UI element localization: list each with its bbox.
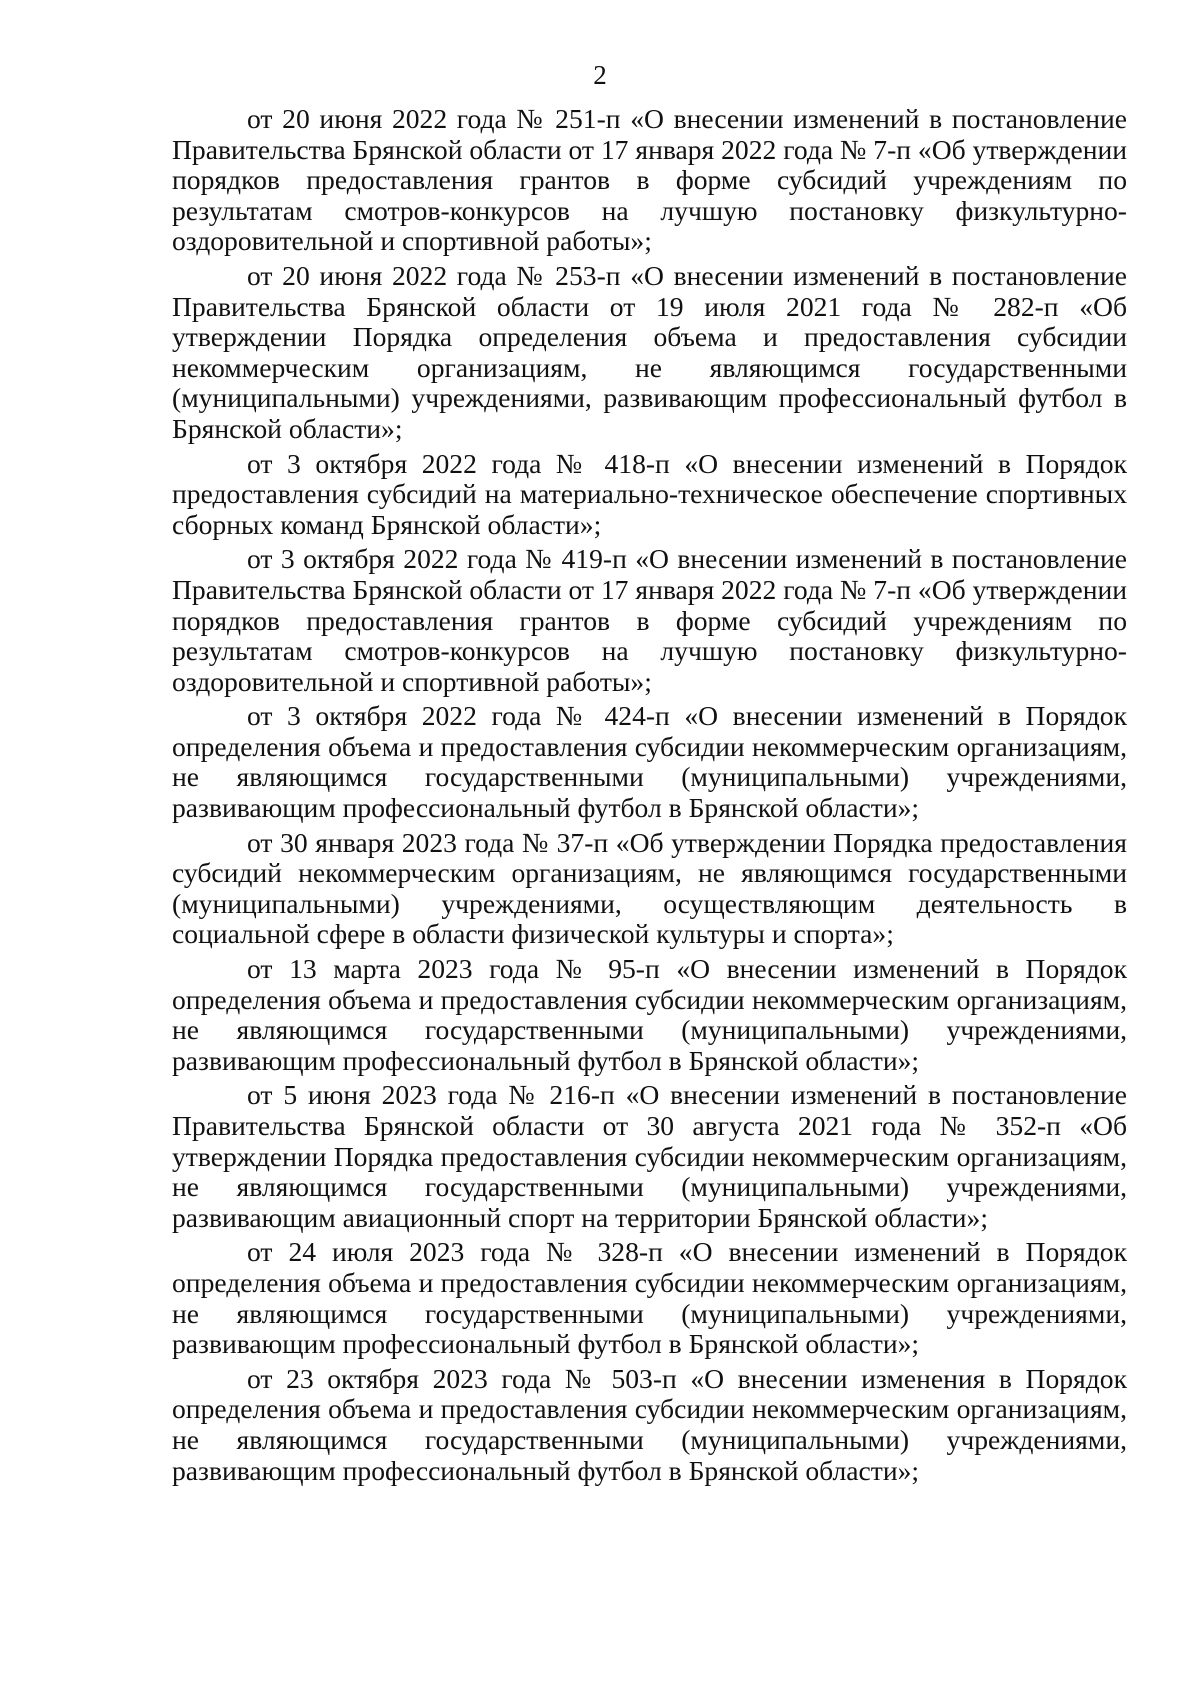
list-item: от 24 июля 2023 года № 328-п «О внесении изменений в Порядок определения объема и предоставления субсидии некоммерческим организациям, не являющимся государственными (муниципальными) учреждениями, развивающим профессиональный футбол в Брянской области»; (172, 1236, 1127, 1360)
list-item: от 3 октября 2022 года № 419-п «О внесении изменений в постановление Правительства Брянской области от 17 января 2022 года № 7-п «Об утверждении порядков предоставления грантов в форме субсидий учреждениям по результатам смотров-конкурсов на лучшую постановку физкультурно-оздоровительной и спортивной работы»; (172, 543, 1128, 697)
page-number: 2 (593, 60, 607, 90)
list-item: от 30 января 2023 года № 37-п «Об утверждении Порядка предоставления субсидий некоммерческим организациям, не являющимся государственными (муниципальными) учреждениями, осуществляющим деятельность в социальной сфере в области физической культуры и спорта»; (172, 826, 1127, 950)
list-item: от 3 октября 2022 года № 424-п «О внесении изменений в Порядок определения объема и предоставления субсидии некоммерческим организациям, не являющимся государственными (муниципальными) учреждениями, развивающим профессиональный футбол в Брянской области»; (172, 700, 1127, 824)
list-item: от 23 октября 2023 года № 503-п «О внесении изменения в Порядок определения объема и предоставления субсидии некоммерческим организациям, не являющимся государственными (муниципальными) учреждениями, развивающим профессиональный футбол в Брянской области»; (172, 1362, 1127, 1486)
document-body (172, 104, 1127, 1490)
list-item: от 20 июня 2022 года № 251-п «О внесении изменений в постановление Правительства Брянской области от 17 января 2022 года № 7-п «Об утверждении порядков предоставления грантов в форме субсидий учреждениям по результатам смотров-конкурсов на лучшую постановку физкультурно-оздоровительной и спортивной работы»; (172, 103, 1128, 257)
list-item: от 5 июня 2023 года № 216-п «О внесении изменений в постановление Правительства Брянской области от 30 августа 2021 года № 352-п «Об утверждении Порядка предоставления субсидии некоммерческим организациям, не являющимся государственными (муниципальными) учреждениями, развивающим авиационный спорт на территории Брянской области»; (172, 1079, 1127, 1233)
list-item: от 20 июня 2022 года № 253-п «О внесении изменений в постановление Правительства Брянской области от 19 июля 2021 года № 282-п «Об утверждении Порядка определения объема и предоставления субсидии некоммерческим организациям, не являющимся государственными (муниципальными) учреждениями, развивающим профессиональный футбол в Брянской области»; (172, 259, 1127, 444)
list-item: от 13 марта 2023 года № 95-п «О внесении изменений в Порядок определения объема и предоставления субсидии некоммерческим организациям, не являющимся государственными (муниципальными) учреждениями, развивающим профессиональный футбол в Брянской области»; (172, 953, 1127, 1076)
list-item: от 3 октября 2022 года № 418-п «О внесении изменений в Порядок предоставления субсидий на материально-техническое обеспечение спортивных сборных команд Брянской области»; (172, 447, 1127, 540)
